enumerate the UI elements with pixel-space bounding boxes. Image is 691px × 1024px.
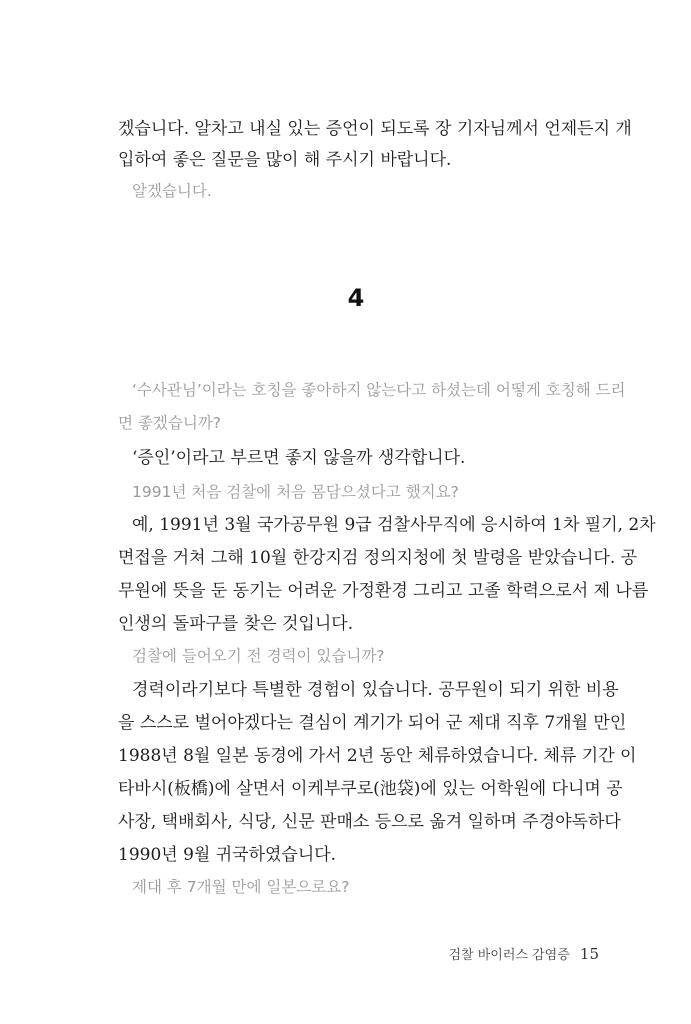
- answer-line: 을 스스로 벌어야겠다는 결심이 계기가 되어 군 제대 직후 7개월 만인: [118, 713, 627, 733]
- answer-line: 사장, 택배회사, 식당, 신문 판매소 등으로 옮겨 일하며 주경야독하다: [118, 812, 621, 832]
- answer-line: 입하여 좋은 질문을 많이 해 주시기 바랍니다.: [118, 150, 452, 170]
- question-line: 면 좋겠습니까?: [118, 414, 221, 432]
- answer-line: 인생의 돌파구를 찾은 것입니다.: [118, 614, 354, 634]
- chapter-number: 4: [347, 284, 365, 312]
- answer-line: ‘증인’이라고 부르면 좋지 않을까 생각합니다.: [132, 448, 466, 468]
- running-title: 검찰 바이러스 감염증: [448, 948, 570, 963]
- answer-line: 타바시(板橋)에 살면서 이케부쿠로(池袋)에 있는 어학원에 다니며 공: [118, 779, 623, 799]
- answer-line: 1990년 9월 귀국하였습니다.: [118, 845, 337, 865]
- answer-line: 겠습니다. 알차고 내실 있는 증언이 되도록 장 기자님께서 언제든지 개: [118, 119, 632, 139]
- question-line: ‘수사관님’이라는 호칭을 좋아하지 않는다고 하셨는데 어떻게 호칭해 드리: [132, 381, 626, 399]
- question-line: 검찰에 들어오기 전 경력이 있습니까?: [132, 647, 385, 665]
- answer-line: 1988년 8월 일본 동경에 가서 2년 동안 체류하였습니다. 체류 기간 이: [118, 746, 637, 766]
- page-number: 15: [579, 945, 599, 963]
- answer-line: 예, 1991년 3월 국가공무원 9급 검찰사무직에 응시하여 1차 필기, 2차: [132, 515, 656, 535]
- answer-line: 면접을 거쳐 그해 10월 한강지검 정의지청에 첫 발령을 받았습니다. 공: [118, 548, 638, 568]
- page-footer: [448, 944, 599, 963]
- question-line: 1991년 처음 검찰에 처음 몸담으셨다고 했지요?: [132, 483, 459, 501]
- question-line: 알겠습니다.: [132, 182, 212, 200]
- question-line: 제대 후 7개월 만에 일본으로요?: [132, 878, 350, 896]
- answer-line: 경력이라기보다 특별한 경험이 있습니다. 공무원이 되기 위한 비용: [132, 680, 619, 700]
- answer-line: 무원에 뜻을 둔 동기는 어려운 가정환경 그리고 고졸 학력으로서 제 나름: [118, 581, 649, 601]
